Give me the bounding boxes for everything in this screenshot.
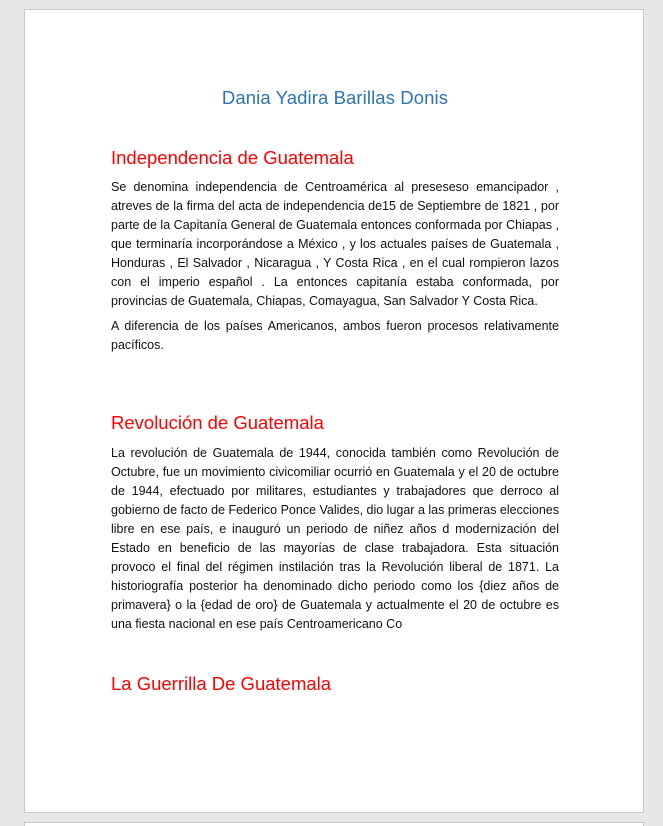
document-title: Dania Yadira Barillas Donis: [221, 87, 449, 108]
paragraph-independencia-2: A diferencia de los países Americanos, ambos fueron procesos relativamente pacíficos.: [111, 319, 559, 352]
heading-revolucion: Revolución de Guatemala: [111, 412, 324, 433]
document-page[interactable]: [24, 9, 644, 813]
paragraph-revolucion-1: La revolución de Guatemala de 1944, conocida también como Revolución de Octubre, fue un movimiento civicomiliar ocurrió en Guatemala y el 20 de octubre de 1944, efectuado por militares, estudiantes y trabajadores que derroco al gobierno de facto de Federico Ponce Valides, dio lugar a las primeras elecciones libre en ese país, e inauguró un periodo de niñez años d modernización del Estado en beneficio de las mayorías de clase trabajadora. Esta situación provoco el final del régimen instilación tras la Revolución liberal de 1871. La historiografía posterior ha denominado dicho periodo como los {diez años de primavera} o la {edad de oro} de Guatemala y actualmente el 20 de octubre es una fiesta nacional en ese país Centroamericano Co: [111, 446, 559, 631]
page-content: [111, 87, 559, 695]
heading-guerrilla: La Guerrilla De Guatemala: [111, 673, 332, 694]
heading-independencia: Independencia de Guatemala: [111, 147, 354, 168]
next-page-edge: [24, 822, 644, 826]
paragraph-independencia-1: Se denomina independencia de Centroamérica al preseseso emancipador , atreves de la firma del acta de independencia de15 de Septiembre de 1821 , por parte de la Capitanía General de Guatemala entonces conformada por Chiapas , que terminaría incorporándose a México , y los actuales países de Guatemala , Honduras , El Salvador , Nicaragua , Y Costa Rica , en el cual rompieron lazos con el imperio español . La entonces capitanía estaba conformada, por provincias de Guatemala, Chiapas, Comayagua, San Salvador Y Costa Rica.: [111, 180, 559, 308]
